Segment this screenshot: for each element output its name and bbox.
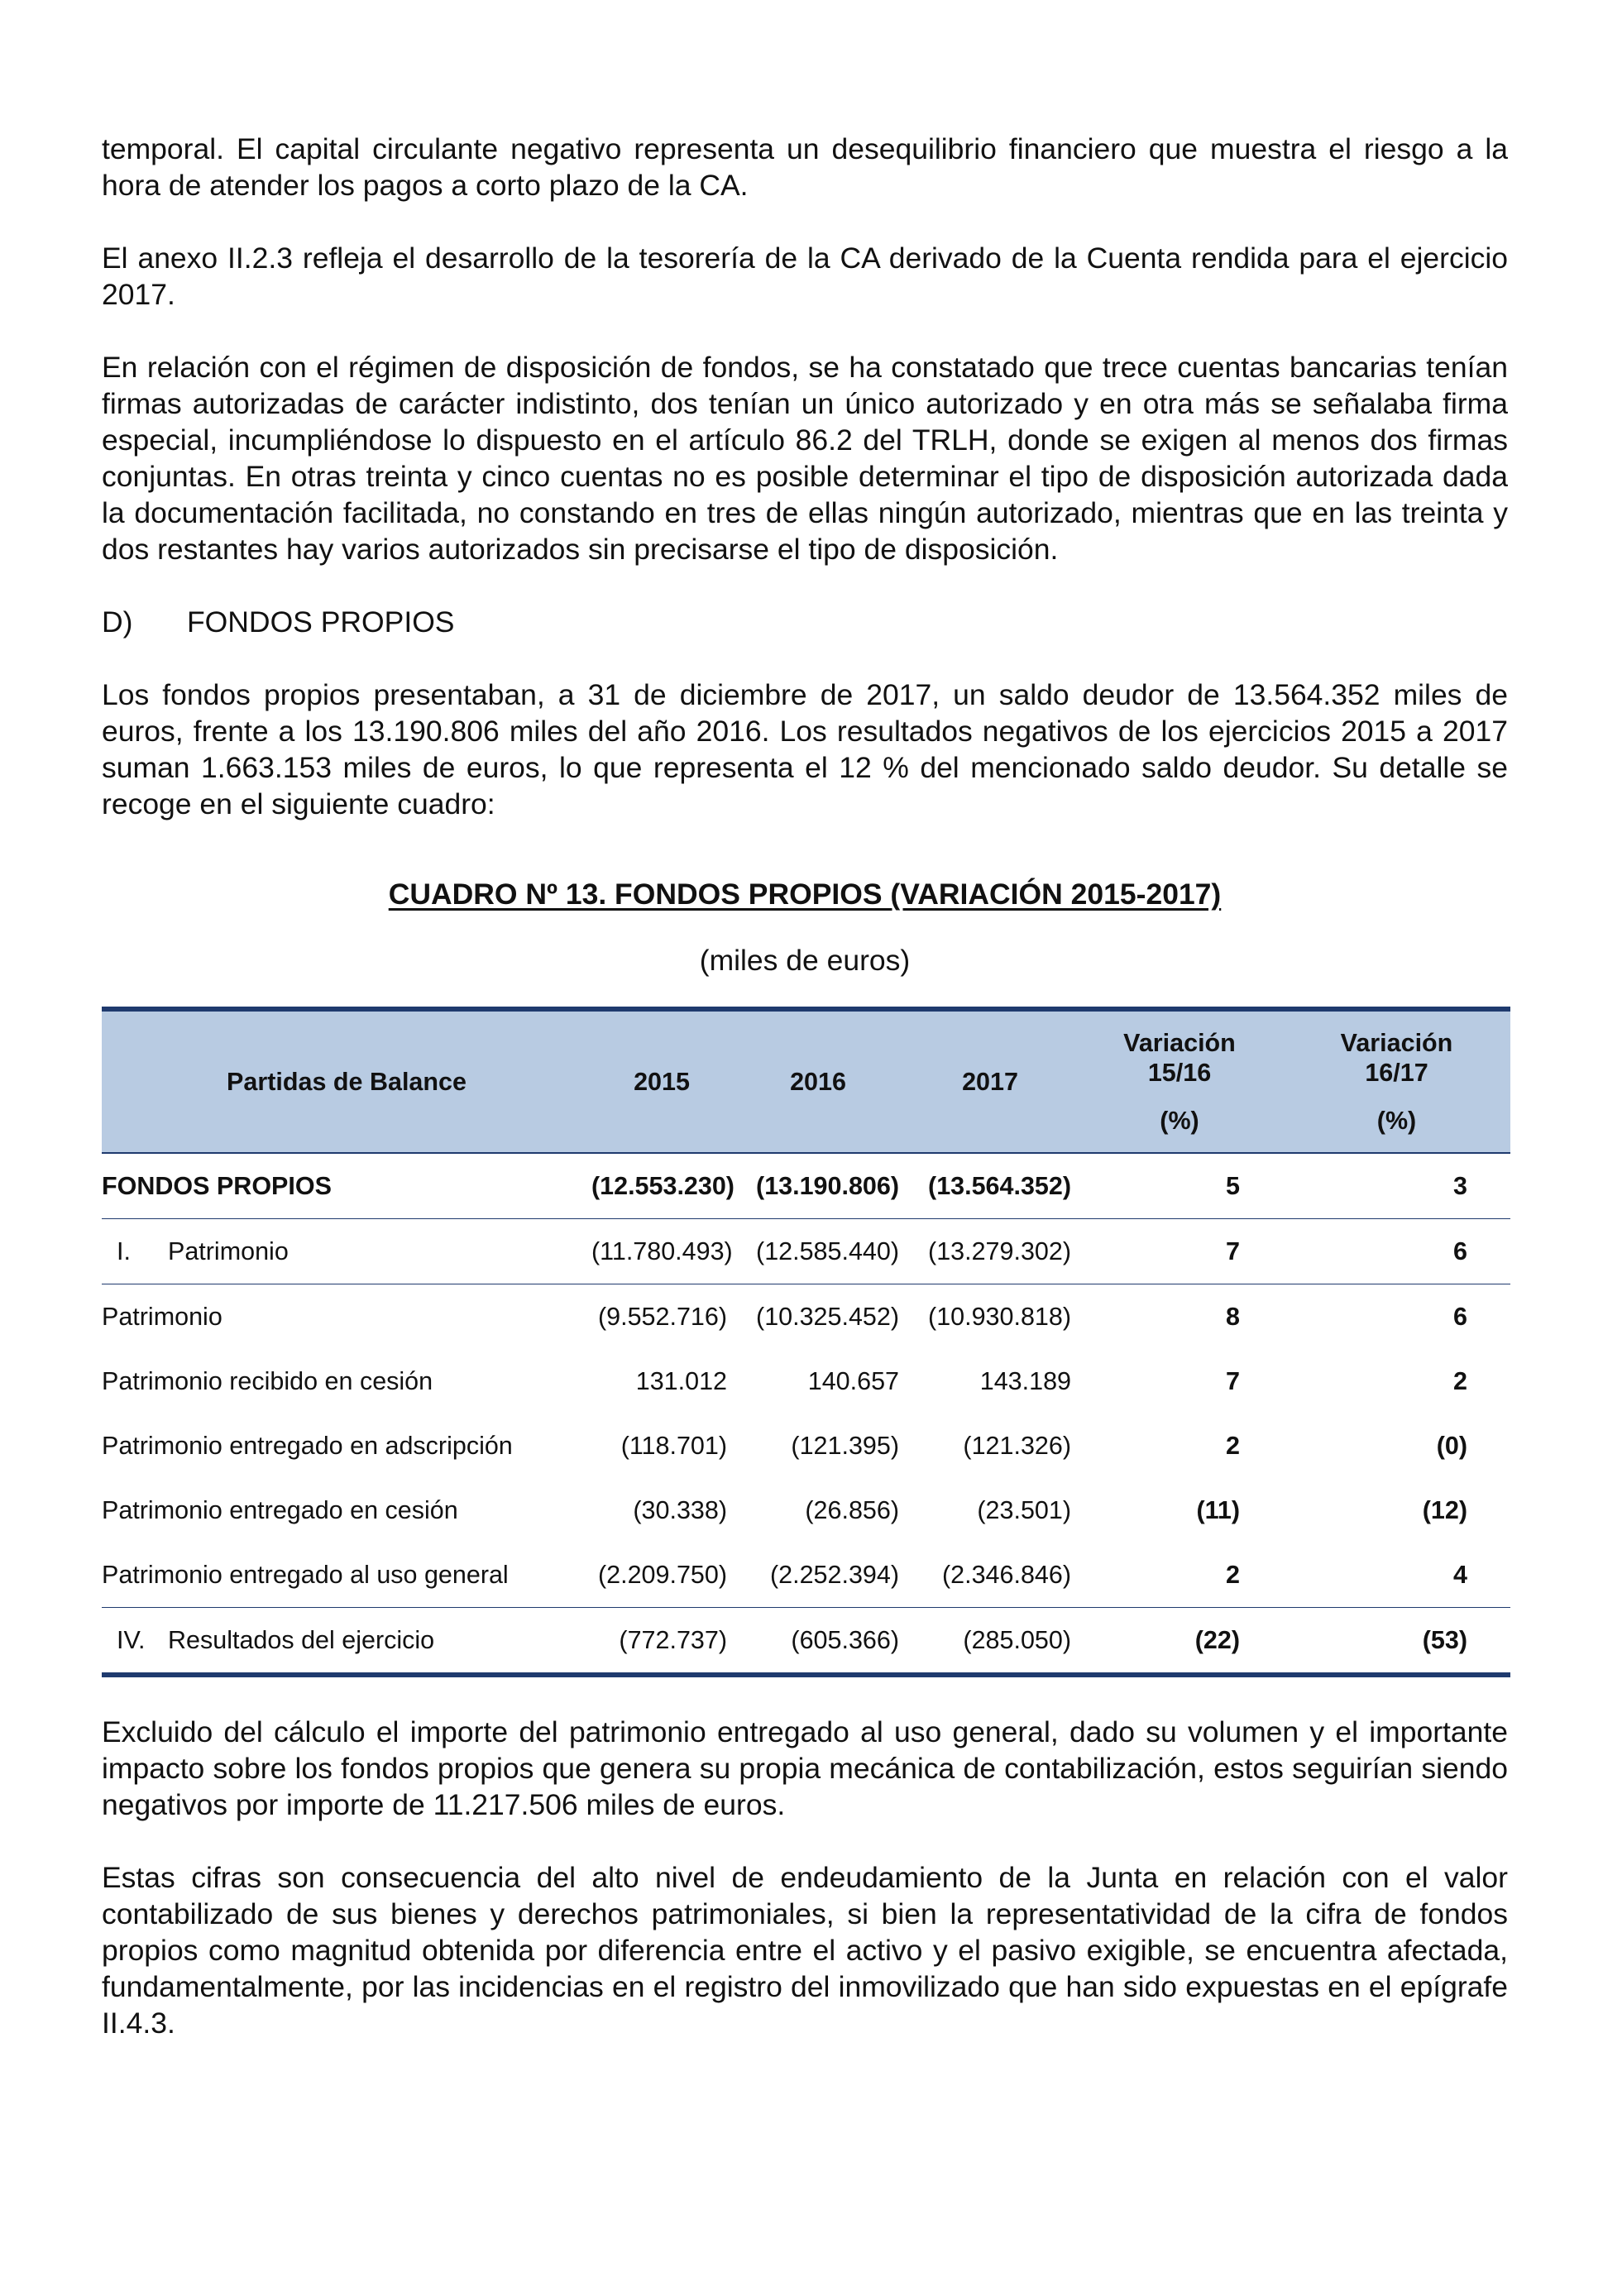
row-label: Patrimonio entregado en adscripción <box>102 1431 513 1460</box>
row-value-2015: (118.701) <box>620 1431 727 1460</box>
row-value-2017: (2.346.846) <box>942 1560 1071 1589</box>
header-var1-pct: (%) <box>1160 1107 1199 1135</box>
row-value-2016: (10.325.452) <box>732 1284 904 1350</box>
row-label: Patrimonio entregado en cesión <box>102 1495 458 1524</box>
row-value-2016: (13.190.806) <box>756 1171 899 1200</box>
row-variacion-15-16: 7 <box>1226 1366 1240 1395</box>
header-var1-line1: Variación <box>1123 1029 1236 1057</box>
row-value-2015: (2.209.750) <box>598 1560 727 1589</box>
header-var2-line2: 16/17 <box>1365 1059 1428 1087</box>
section-title: FONDOS PROPIOS <box>187 605 455 639</box>
row-variacion-16-17: 3 <box>1453 1171 1467 1200</box>
row-label: Resultados del ejercicio <box>168 1625 435 1654</box>
row-value-2016: (12.585.440) <box>732 1219 904 1284</box>
row-value-2015: (9.552.716) <box>591 1284 732 1350</box>
header-2017: 2017 <box>904 1009 1076 1153</box>
row-value-2017: (13.279.302) <box>904 1219 1076 1284</box>
row-roman-numeral: IV. <box>117 1625 146 1654</box>
row-variacion-16-17: 6 <box>1283 1284 1510 1350</box>
row-label: FONDOS PROPIOS <box>102 1171 332 1200</box>
row-value-2015: (11.780.493) <box>591 1219 732 1284</box>
row-value-2016: (26.856) <box>805 1495 899 1524</box>
row-value-2015: 131.012 <box>635 1366 727 1395</box>
row-roman-numeral: I. <box>117 1236 131 1265</box>
header-variacion-15-16 <box>1076 1009 1283 1153</box>
fondos-propios-table <box>102 1007 1510 1677</box>
row-value-2017: 143.189 <box>979 1366 1071 1395</box>
row-label: Patrimonio <box>168 1236 289 1265</box>
row-value-2017: (10.930.818) <box>904 1284 1076 1350</box>
row-label-cell <box>102 1219 591 1284</box>
row-value-2015: (30.338) <box>633 1495 727 1524</box>
header-2016: 2016 <box>732 1009 904 1153</box>
row-variacion-16-17: 4 <box>1453 1560 1467 1589</box>
paragraph-disposicion-fondos: En relación con el régimen de disposición de fondos, se ha constatado que trece cuentas bancarias tenían firmas autorizadas de carácter indistinto, dos tenían un único autorizado y en otra más se señalaba firma especial, incumpliéndose lo dispuesto en el artículo 86.2 del TRLH, donde se exigen al menos dos firmas conjuntas. En otras treinta y cinco cuentas no es posible determinar el tipo de disposición autorizada dada la documentación facilitada, no constando en tres de ellas ningún autorizado, mientras que en las treinta y dos restantes hay varios autorizados sin precisarse el tipo de disposición. <box>102 351 1508 566</box>
table-header-row <box>102 1009 1510 1153</box>
table-row-resultados-ejercicio <box>102 1608 1510 1676</box>
header-var2-line1: Variación <box>1340 1029 1453 1057</box>
row-label: Patrimonio recibido en cesión <box>102 1366 433 1395</box>
row-variacion-15-16: 5 <box>1226 1171 1240 1200</box>
row-label: Patrimonio entregado al uso general <box>102 1560 509 1589</box>
row-value-2015: (772.737) <box>591 1608 732 1676</box>
paragraph-excluido-calculo: Excluido del cálculo el importe del patrimonio entregado al uso general, dado su volumen y el importante impacto sobre los fondos propios que genera su propia mecánica de contabilización, estos seguirían siendo negativos por importe de 11.217.506 miles de euros. <box>102 1715 1508 1821</box>
table-row-fondos-propios <box>102 1153 1510 1219</box>
table-row-patrimonio-recibido-cesion <box>102 1349 1510 1413</box>
row-variacion-16-17: 2 <box>1453 1366 1467 1395</box>
row-variacion-15-16: 2 <box>1226 1431 1240 1460</box>
row-value-2016: 140.657 <box>807 1366 899 1395</box>
row-variacion-15-16: 2 <box>1226 1560 1240 1589</box>
row-value-2016: (2.252.394) <box>770 1560 899 1589</box>
table-row-patrimonio-total <box>102 1219 1510 1284</box>
paragraph-anexo-tesoreria: El anexo II.2.3 refleja el desarrollo de la tesorería de la CA derivado de la Cuenta rendida para el ejercicio 2017. <box>102 242 1508 311</box>
header-variacion-16-17 <box>1283 1009 1510 1153</box>
row-variacion-16-17: (12) <box>1422 1495 1467 1524</box>
section-letter: D) <box>102 605 133 639</box>
row-label-cell <box>102 1608 591 1676</box>
table-title: CUADRO Nº 13. FONDOS PROPIOS (VARIACIÓN 2015-2017) <box>388 878 1222 911</box>
row-variacion-16-17: 6 <box>1283 1219 1510 1284</box>
table-row-patrimonio-entregado-cesion <box>102 1478 1510 1543</box>
row-variacion-16-17: (53) <box>1283 1608 1510 1676</box>
header-partidas: Partidas de Balance <box>102 1009 591 1153</box>
row-variacion-15-16: (11) <box>1196 1495 1240 1524</box>
paragraph-capital-circulante: temporal. El capital circulante negativo representa un desequilibrio financiero que muestra el riesgo a la hora de atender los pagos a corto plazo de la CA. <box>102 132 1508 202</box>
row-variacion-16-17: (0) <box>1436 1431 1467 1460</box>
section-heading <box>102 604 1508 640</box>
row-value-2017: (13.564.352) <box>928 1171 1071 1200</box>
table-row-patrimonio <box>102 1284 1510 1350</box>
row-value-2015: (12.553.230) <box>591 1171 735 1200</box>
header-2015: 2015 <box>591 1009 732 1153</box>
row-variacion-15-16: 7 <box>1076 1219 1283 1284</box>
table-row-patrimonio-entregado-uso-general <box>102 1543 1510 1608</box>
row-value-2016: (605.366) <box>732 1608 904 1676</box>
row-value-2017: (121.326) <box>963 1431 1071 1460</box>
row-value-2017: (285.050) <box>904 1608 1076 1676</box>
row-label: Patrimonio <box>102 1284 591 1350</box>
table-row-patrimonio-entregado-adscripcion <box>102 1413 1510 1478</box>
paragraph-fondos-propios: Los fondos propios presentaban, a 31 de diciembre de 2017, un saldo deudor de 13.564.352 miles de euros, frente a los 13.190.806 miles del año 2016. Los resultados negativos de los ejercicios 2015 a 2017 suman 1.663.153 miles de euros, lo que representa el 12 % del mencionado saldo deudor. Su detalle se recoge en el siguiente cuadro: <box>102 678 1508 820</box>
header-var2-pct: (%) <box>1376 1107 1417 1135</box>
paragraph-endeudamiento: Estas cifras son consecuencia del alto nivel de endeudamiento de la Junta en relación con el valor contabilizado de sus bienes y derechos patrimoniales, si bien la representatividad de la cifra de fondos propios como magnitud obtenida por diferencia entre el activo y el pasivo exigible, se encuentra afectada, fundamentalmente, por las incidencias en el registro del inmovilizado que han sido expuestas en el epígrafe II.4.3. <box>102 1861 1508 2040</box>
table-units: (miles de euros) <box>699 944 911 977</box>
document-page <box>102 131 1508 2041</box>
row-value-2017: (23.501) <box>977 1495 1071 1524</box>
row-variacion-15-16: (22) <box>1076 1608 1283 1676</box>
header-var1-line2: 15/16 <box>1147 1059 1212 1087</box>
row-value-2016: (121.395) <box>791 1431 899 1460</box>
row-variacion-15-16: 8 <box>1076 1284 1283 1350</box>
